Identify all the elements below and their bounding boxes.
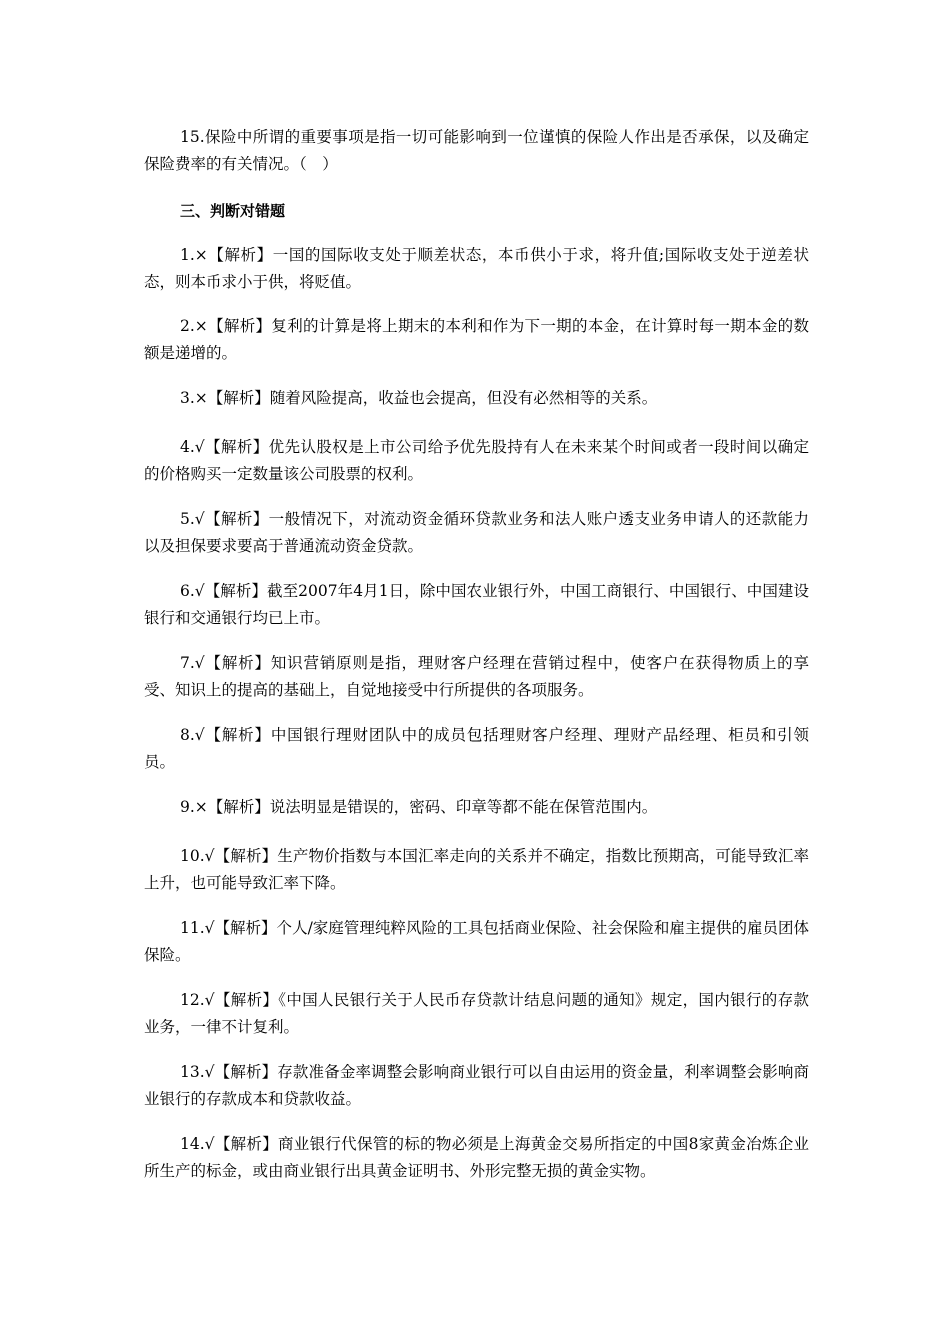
answer-9: 9.×【解析】说法明显是错误的，密码、印章等都不能在保管范围内。: [180, 798, 658, 816]
answer-2: 2.×【解析】复利的计算是将上期末的本利和作为下一期的本金，在计算时每一期本金的数额是递增的。: [144, 317, 809, 362]
answer-10: 10.√【解析】生产物价指数与本国汇率走向的关系并不确定，指数比预期高，可能导致汇率上升，也可能导致汇率下降。: [144, 847, 809, 892]
answer-1: 1.×【解析】一国的国际收支处于顺差状态，本币供小于求，将升值;国际收支处于逆差状态，则本币求小于供，将贬值。: [144, 246, 809, 291]
answer-6: 6.√【解析】截至2007年4月1日，除中国农业银行外，中国工商银行、中国银行、中国建设银行和交通银行均已上市。: [144, 582, 809, 627]
answer-13: 13.√【解析】存款准备金率调整会影响商业银行可以自由运用的资金量，利率调整会影响商业银行的存款成本和贷款收益。: [144, 1063, 809, 1108]
answer-14: 14.√【解析】商业银行代保管的标的物必须是上海黄金交易所指定的中国8家黄金冶炼企业所生产的标金，或由商业银行出具黄金证明书、外形完整无损的黄金实物。: [144, 1135, 809, 1180]
answer-5: 5.√【解析】一般情况下，对流动资金循环贷款业务和法人账户透支业务申请人的还款能力以及担保要求要高于普通流动资金贷款。: [144, 510, 809, 555]
answer-11: 11.√【解析】个人/家庭管理纯粹风险的工具包括商业保险、社会保险和雇主提供的雇员团体保险。: [144, 919, 809, 964]
answer-12: 12.√【解析】《中国人民银行关于人民币存贷款计结息问题的通知》规定，国内银行的存款业务，一律不计复利。: [144, 991, 809, 1036]
answer-7: 7.√【解析】知识营销原则是指，理财客户经理在营销过程中，使客户在获得物质上的享受、知识上的提高的基础上，自觉地接受中行所提供的各项服务。: [144, 654, 809, 699]
answer-8: 8.√【解析】中国银行理财团队中的成员包括理财客户经理、理财产品经理、柜员和引领员。: [144, 726, 809, 771]
section-heading: 三、判断对错题: [180, 202, 286, 220]
answer-3: 3.×【解析】随着风险提高，收益也会提高，但没有必然相等的关系。: [180, 389, 658, 407]
answer-4: 4.√【解析】优先认股权是上市公司给予优先股持有人在未来某个时间或者一段时间以确定的价格购买一定数量该公司股票的权利。: [144, 438, 809, 483]
question-15: 15.保险中所谓的重要事项是指一切可能影响到一位谨慎的保险人作出是否承保，以及确定保险费率的有关情况。（ ）: [144, 128, 809, 173]
